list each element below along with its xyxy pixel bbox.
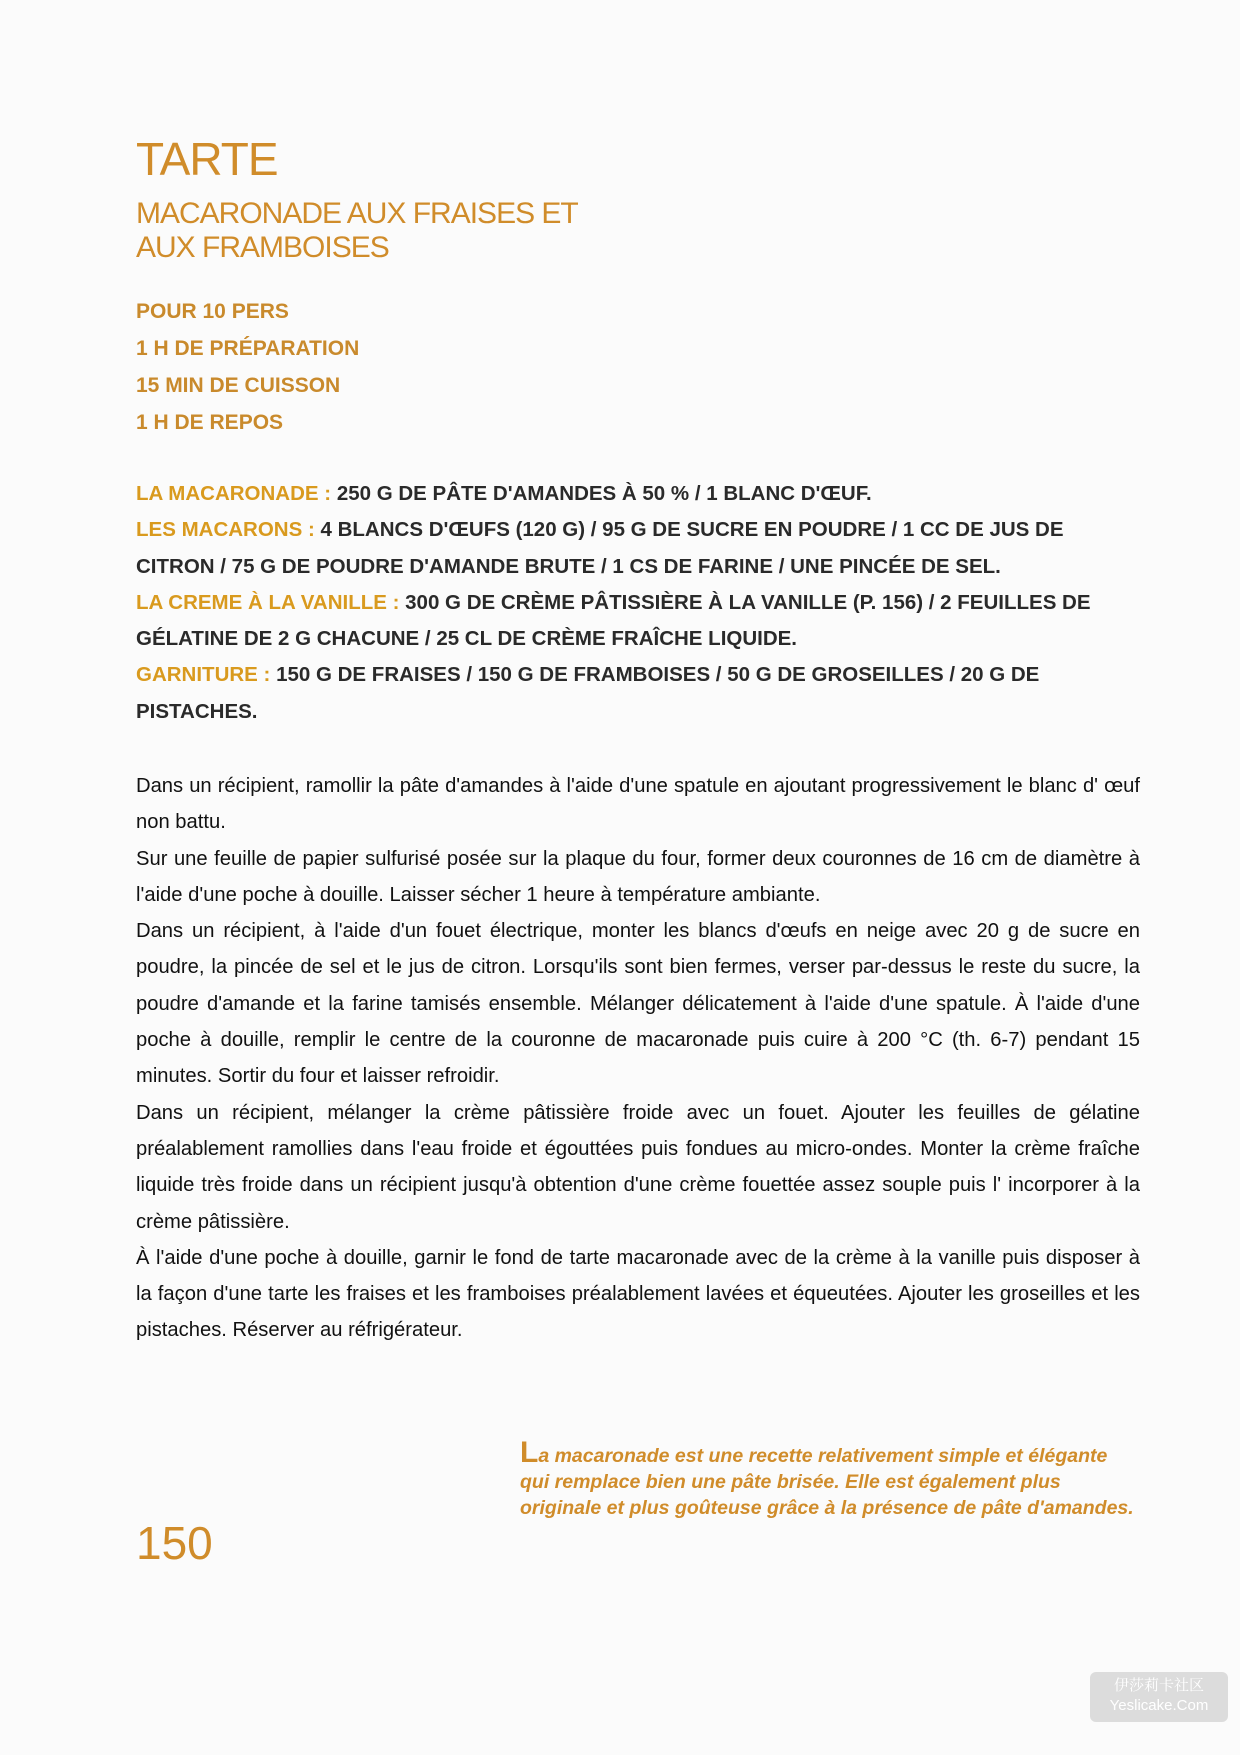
ingredient-group-label: LA MACARONADE : [136,482,337,505]
cook-time: 15 MIN DE CUISSON [136,374,341,397]
prep-time: 1 H DE PRÉPARATION [136,337,360,360]
ingredient-group [136,585,1136,658]
recipe-subtitle: MACARONADE AUX FRAISES ET AUX FRAMBOISES [136,197,578,264]
servings: POUR 10 PERS [136,300,289,323]
recipe-title: TARTE [136,133,278,185]
watermark-line: 伊莎莉卡社区 [1113,1677,1204,1694]
recipe-meta [136,298,359,446]
ingredients-list [136,476,1136,730]
ingredient-group [136,657,1136,730]
instruction-step: À l'aide d'une poche à douille, garnir le fond de tarte macaronade avec de la crème à la vanille puis disposer à la façon d'une tarte les fraises et les framboises préalablement lavées et équeutées. Ajouter les groseilles et les pistaches. Réserver au réfrigérateur. [136,1246,1140,1342]
ingredient-group-text: 250 G DE PÂTE D'AMANDES À 50 % / 1 BLANC D'ŒUF. [336,482,872,505]
instruction-step: Dans un récipient, à l'aide d'un fouet électrique, monter les blancs d'œufs en neige avec 20 g de sucre en poudre, la pincée de sel et le jus de citron. Lorsqu'ils sont bien fermes, verser par-dessus le reste du sucre, la poudre d'amande et la farine tamisés ensemble. Mélanger délicatement à l'aide d'une spatule. À l'aide d'une poche à douille, remplir le centre de la couronne de macaronade puis cuire à 200 °C (th. 6-7) pendant 15 minutes. Sortir du four et laisser refroidir. [136,920,1140,1088]
ingredient-group [136,512,1136,585]
ingredient-group-text: 150 G DE FRAISES / 150 G DE FRAMBOISES / 50 G DE GROSEILLES / 20 G DE PISTACHES. [136,663,1040,723]
rest-time: 1 H DE REPOS [136,411,284,434]
instruction-step: Dans un récipient, ramollir la pâte d'amandes à l'aide d'une spatule en ajoutant progressivement le blanc d' œuf non battu. [136,775,1140,834]
instruction-step: Dans un récipient, mélanger la crème pâtissière froide avec un fouet. Ajouter les feuilles de gélatine préalablement ramollies dans l'eau froide et égouttées puis fondues au micro-ondes. Monter la crème fraîche liquide très froide dans un récipient jusqu'à obtention d'une crème fouettée assez souple puis l' incorporer à la crème pâtissière. [136,1101,1140,1233]
note-text: a macaronade est une recette relativement simple et élégante qui remplace bien une pâte brisée. Elle est également plus originale et plus goûteuse grâce à la présence de pâte d'amandes. [520,1445,1134,1519]
ingredient-group [136,476,1136,512]
ingredient-group-text: 300 G DE CRÈME PÂTISSIÈRE À LA VANILLE (P. 156) / 2 FEUILLES DE GÉLATINE DE 2 G CHACUNE / 25 CL DE CRÈME FRAÎCHE LIQUIDE. [136,590,1091,651]
page-number: 150 [136,1517,213,1569]
note-drop-cap: L [520,1436,539,1469]
instruction-step: Sur une feuille de papier sulfurisé posée sur la plaque du four, former deux couronnes de 16 cm de diamètre à l'aide d'une poche à douille. Laisser sécher 1 heure à température ambiante. [136,847,1140,906]
side-note [520,1436,1140,1521]
instructions [136,768,1140,1349]
ingredient-group-label: LA CREME À LA VANILLE : [136,590,406,614]
watermark [1090,1672,1228,1722]
ingredient-group-text: 4 BLANCS D'ŒUFS (120 G) / 95 G DE SUCRE EN POUDRE / 1 CC DE JUS DE CITRON / 75 G DE POUDRE D'AMANDE BRUTE / 1 CS DE FARINE / UNE PINCÉE DE SEL. [136,518,1064,578]
watermark-line: Yeslicake.Com [1109,1697,1209,1714]
ingredient-group-label: LES MACARONS : [136,518,321,542]
ingredient-group-label: GARNITURE : [136,663,277,687]
